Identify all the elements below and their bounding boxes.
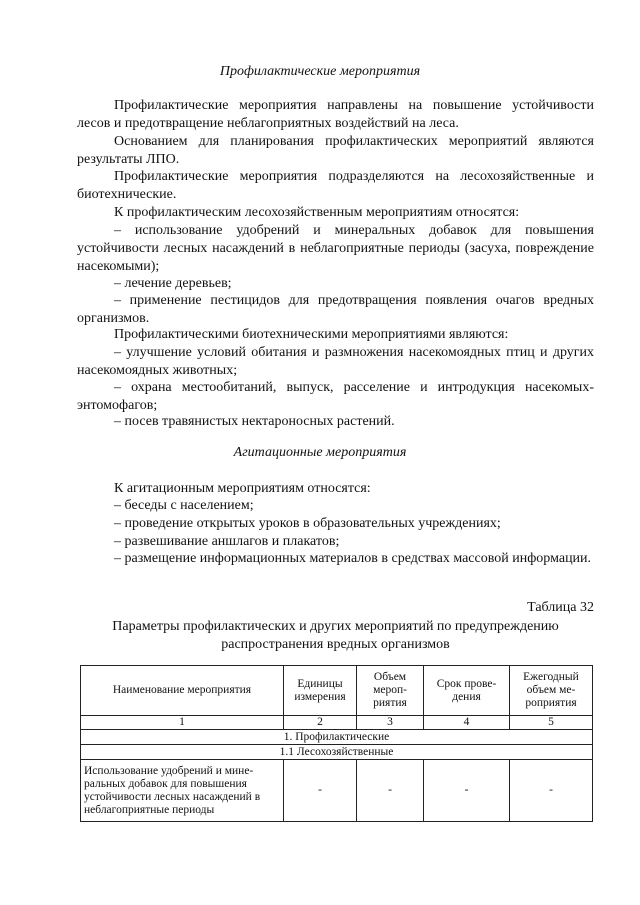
column-number: 4	[424, 716, 510, 730]
list-item: – использование удобрений и минеральных добавок для повышения устойчивости лесных насаждений в неблагоприятные периоды (засуха, повреждение насекомыми);	[77, 223, 594, 274]
paragraph: К профилактическим лесохозяйственным мероприятиям относятся:	[114, 205, 520, 220]
data-cell: -	[424, 760, 510, 822]
section-heading-agitation: Агитационные мероприятия	[233, 445, 407, 460]
paragraph: Профилактические мероприятия направлены на повышение устойчивости лесов и предотвращение неблагоприятных воздействий на леса.	[77, 98, 594, 131]
header-cell: Единицы измерения	[284, 666, 357, 716]
table-row	[81, 760, 593, 822]
table-label: Таблица 32	[527, 600, 594, 615]
header-cell: Объем мероп-риятия	[357, 666, 424, 716]
list-item: – размещение информационных материалов в средствах массовой информации.	[114, 551, 592, 566]
table-subgroup-row	[81, 745, 593, 760]
list-item: – охрана местообитаний, выпуск, расселение и интродукция насекомых-энтомофагов;	[77, 380, 594, 413]
list-item: – улучшение условий обитания и размножения насекомоядных птиц и других насекомоядных животных;	[77, 345, 594, 378]
table-header-row	[81, 666, 593, 716]
table-title: Параметры профилактических и других мероприятий по предупреждению распространения вредных организмов	[112, 619, 559, 652]
paragraph: Основанием для планирования профилактических мероприятий являются результаты ЛПО.	[77, 134, 594, 167]
column-number: 3	[357, 716, 424, 730]
header-cell: Срок прове-дения	[424, 666, 510, 716]
table-number-row	[81, 716, 593, 730]
list-item: – проведение открытых уроков в образовательных учреждениях;	[114, 516, 501, 531]
subgroup-label: 1.1 Лесохозяйственные	[81, 745, 593, 760]
column-number: 5	[510, 716, 593, 730]
column-number: 1	[81, 716, 284, 730]
table-group-row	[81, 730, 593, 745]
header-cell: Ежегодный объем ме-роприятия	[510, 666, 593, 716]
measure-name-cell: Использование удобрений и мине-ральных добавок для повышения устойчивости лесных насаждений в неблагоприятные периоды	[81, 760, 284, 822]
section-heading-prophylactic: Профилактические мероприятия	[219, 64, 421, 79]
list-item: – развешивание аншлагов и плакатов;	[114, 534, 340, 549]
list-item: – лечение деревьев;	[114, 276, 232, 291]
column-number: 2	[284, 716, 357, 730]
group-label: 1. Профилактические	[81, 730, 593, 745]
header-cell: Наименование мероприятия	[81, 666, 284, 716]
paragraph: Профилактические мероприятия подразделяются на лесохозяйственные и биотехнические.	[77, 169, 594, 202]
measures-table	[80, 665, 593, 822]
data-cell: -	[284, 760, 357, 822]
data-cell: -	[357, 760, 424, 822]
paragraph: К агитационным мероприятиям относятся:	[114, 481, 371, 496]
paragraph: Профилактическими биотехническими мероприятиями являются:	[114, 327, 509, 342]
list-item: – беседы с населением;	[114, 498, 254, 513]
data-cell: -	[510, 760, 593, 822]
list-item: – посев травянистых нектароносных растений.	[114, 414, 395, 429]
list-item: – применение пестицидов для предотвращения появления очагов вредных организмов.	[77, 293, 594, 326]
